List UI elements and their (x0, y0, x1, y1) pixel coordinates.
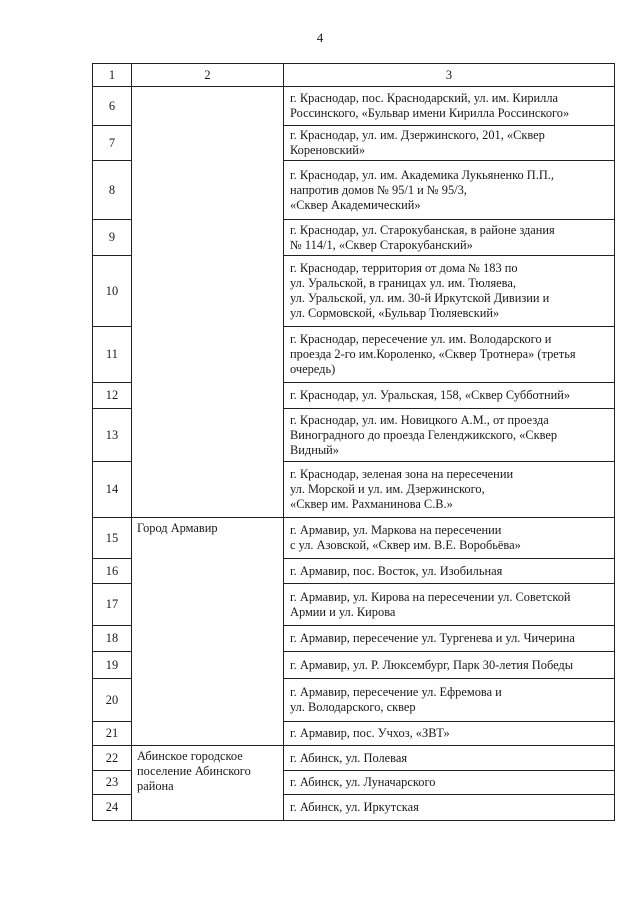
address-line: г. Краснодар, территория от дома № 183 по (290, 261, 518, 275)
header-col-3: 3 (284, 64, 615, 87)
table-row (93, 746, 615, 771)
address-line: г. Армавир, пос. Учхоз, «ЗВТ» (290, 726, 450, 740)
address-line: ул. Сормовской, «Бульвар Тюляевский» (290, 306, 500, 320)
address-cell (284, 409, 615, 462)
address-line: г. Краснодар, пересечение ул. им. Володарского и (290, 332, 552, 346)
row-number: 15 (93, 518, 132, 559)
page-number: 4 (316, 30, 324, 45)
address-line: ул. Уральской, ул. им. 30-й Иркутской Дивизии и (290, 291, 550, 305)
row-number: 24 (93, 795, 132, 821)
row-number: 11 (93, 327, 132, 383)
address-line: «Сквер им. Рахманинова С.В.» (290, 497, 453, 511)
row-number: 16 (93, 559, 132, 584)
address-line: г. Краснодар, ул. им. Дзержинского, 201, «Сквер (290, 128, 545, 142)
row-number: 12 (93, 383, 132, 409)
address-line: г. Армавир, пересечение ул. Тургенева и ул. Чичерина (290, 631, 575, 645)
address-cell (284, 161, 615, 220)
address-cell (284, 220, 615, 256)
row-number: 13 (93, 409, 132, 462)
address-line: ул. Володарского, сквер (290, 700, 416, 714)
row-number: 22 (93, 746, 132, 771)
address-line: г. Абинск, ул. Иркутская (290, 800, 419, 814)
row-number: 6 (93, 87, 132, 126)
address-line: проезда 2-го им.Короленко, «Сквер Тротнера» (третья (290, 347, 576, 361)
address-cell (284, 518, 615, 559)
address-line: г. Краснодар, пос. Краснодарский, ул. им. Кирилла (290, 91, 559, 105)
address-cell (284, 559, 615, 584)
table-row (93, 518, 615, 559)
row-number: 10 (93, 256, 132, 327)
address-line: Виноградного до проезда Геленджикского, «Сквер (290, 427, 558, 442)
address-cell (284, 462, 615, 518)
row-number: 9 (93, 220, 132, 256)
address-line: Армии и ул. Кирова (290, 604, 396, 619)
table-row (93, 87, 615, 126)
address-cell (284, 256, 615, 327)
address-line: г. Краснодар, зеленая зона на пересечении (290, 467, 514, 481)
row-number: 8 (93, 161, 132, 220)
address-line: «Сквер Академический» (290, 197, 421, 212)
address-line: с ул. Азовской, «Сквер им. В.Е. Воробьёва» (290, 538, 521, 552)
places-table (92, 63, 615, 821)
address-line: г. Абинск, ул. Полевая (290, 750, 408, 765)
address-cell (284, 652, 615, 679)
address-line: г. Армавир, ул. Р. Люксембург, Парк 30-летия Победы (290, 657, 574, 672)
address-line: г. Армавир, пос. Восток, ул. Изобильная (290, 563, 503, 578)
address-cell (284, 584, 615, 626)
row-number: 23 (93, 771, 132, 795)
address-cell (284, 626, 615, 652)
address-line: Кореновский» (290, 143, 366, 157)
row-number: 14 (93, 462, 132, 518)
address-line: напротив домов № 95/1 и № 95/3, (290, 182, 467, 197)
address-line: г. Краснодар, ул. им. Новицкого А.М., от проезда (290, 412, 549, 427)
address-cell (284, 722, 615, 746)
municipality-cell: Город Армавир (132, 518, 284, 746)
row-number: 17 (93, 584, 132, 626)
header-col-1: 1 (93, 64, 132, 87)
address-line: ул. Морской и ул. им. Дзержинского, (290, 482, 485, 496)
table-body (93, 64, 615, 821)
row-number: 21 (93, 722, 132, 746)
address-line: ул. Уральской, в границах ул. им. Тюляева, (290, 276, 516, 290)
header-col-2: 2 (132, 64, 284, 87)
address-cell (284, 771, 615, 795)
address-line: г. Армавир, ул. Маркова на пересечении (290, 523, 502, 537)
address-line: г. Абинск, ул. Луначарского (290, 775, 436, 789)
table-header-row (93, 64, 615, 87)
address-line: № 114/1, «Сквер Старокубанский» (290, 237, 473, 252)
row-number: 7 (93, 126, 132, 161)
address-line: г. Краснодар, ул. Старокубанская, в районе здания (290, 222, 555, 237)
row-number: 18 (93, 626, 132, 652)
address-cell (284, 795, 615, 821)
address-cell (284, 87, 615, 126)
row-number: 19 (93, 652, 132, 679)
address-line: очередь) (290, 362, 336, 376)
address-line: г. Армавир, ул. Кирова на пересечении ул. Советской (290, 589, 571, 604)
address-line: Россинского, «Бульвар имени Кирилла Россинского» (290, 106, 570, 120)
row-number: 20 (93, 679, 132, 722)
address-line: г. Краснодар, ул. им. Академика Лукьяненко П.П., (290, 167, 554, 182)
address-line: г. Краснодар, ул. Уральская, 158, «Сквер Субботний» (290, 388, 571, 402)
municipality-cell: Абинское городское поселение Абинского района (132, 746, 284, 821)
address-cell (284, 746, 615, 771)
municipality-cell (132, 87, 284, 518)
address-cell (284, 679, 615, 722)
address-cell (284, 383, 615, 409)
address-line: г. Армавир, пересечение ул. Ефремова и (290, 685, 502, 699)
address-cell (284, 126, 615, 161)
address-cell (284, 327, 615, 383)
address-line: Видный» (290, 442, 339, 457)
